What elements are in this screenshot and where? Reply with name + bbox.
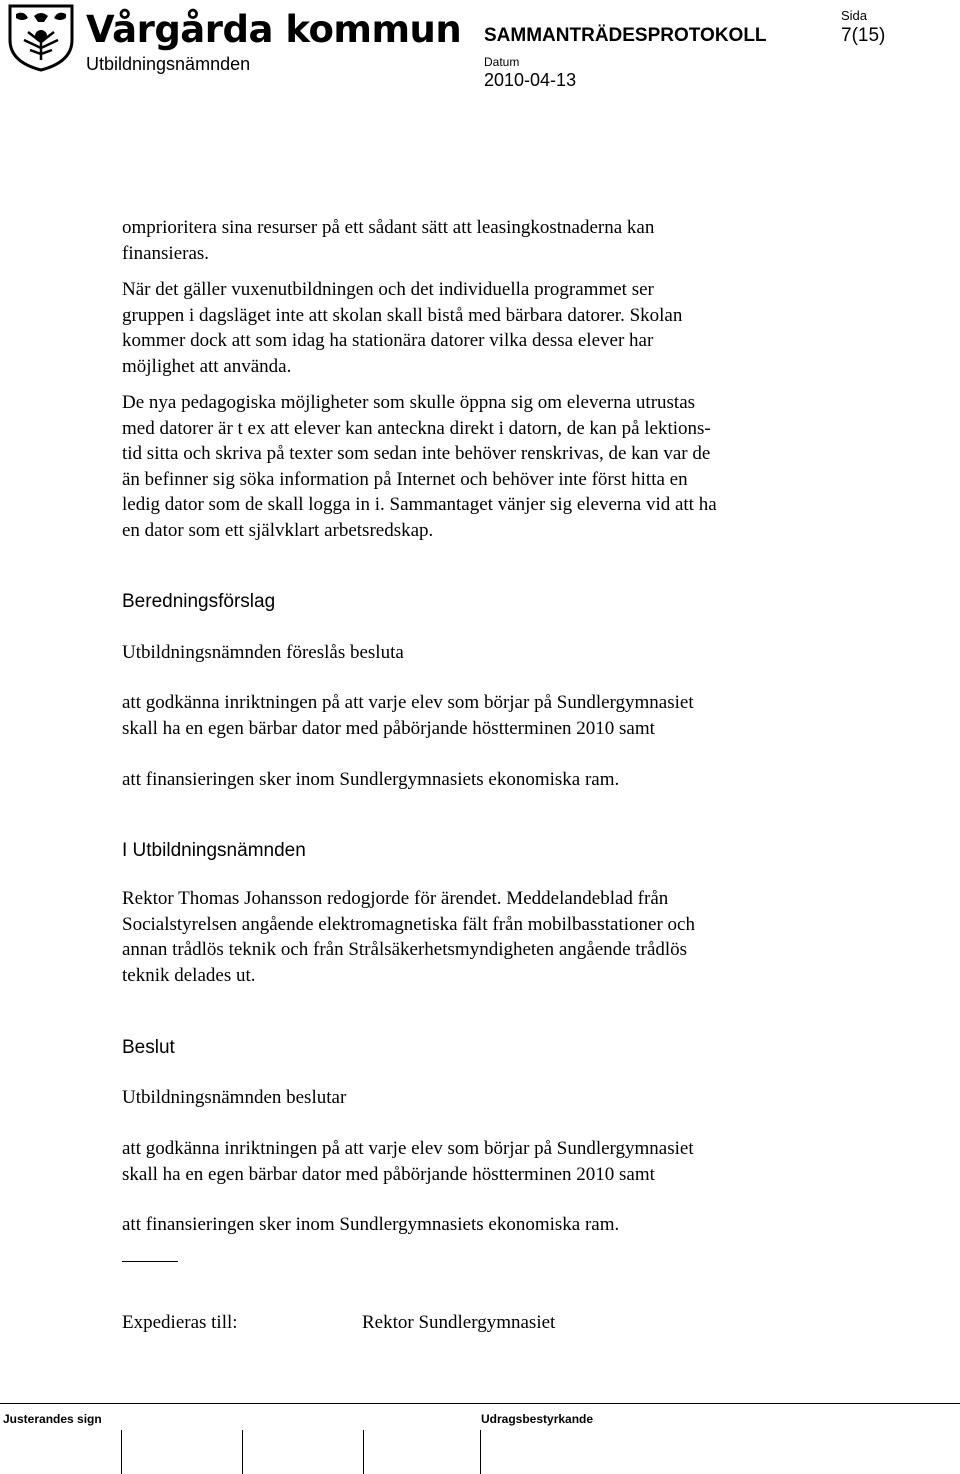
signature-box-divider <box>363 1430 364 1474</box>
decision-att-1: att godkänna inriktningen på att varje elev som börjar på Sundlergymnasiet skall ha en egen bärbar dator med påbörjande höstterminen 2010 samt <box>122 1138 694 1185</box>
municipality-logo-text: Vårgårda kommun <box>86 8 462 51</box>
divider <box>122 1261 178 1262</box>
paragraph-pedagogical-opportunities: De nya pedagogiska möjligheter som skulle öppna sig om eleverna utrustas med datorer är t ex att elever kan anteckna direkt i datorn, de kan på lektions- tid sitta och skriva på texter som sedan inte behöver renskrivas, de kan var de än befinner sig söka information på Internet och behöver inte först hitta en ledig dator som de skall logga in i. Sammantaget vänjer sig eleverna vid att ha en dator som ett självklart arbetsredskap. <box>122 392 717 541</box>
heading-proposal: Beredningsförslag <box>122 591 276 612</box>
heading-decision: Beslut <box>122 1037 175 1058</box>
signature-box-divider <box>121 1430 122 1474</box>
signature-box-divider <box>242 1430 243 1474</box>
proposal-intro: Utbildningsnämnden föreslås besluta <box>122 642 404 663</box>
dispatched-label: Expedieras till: <box>122 1312 238 1333</box>
page-number: 7(15) <box>841 25 886 46</box>
footer-extract-label: Udragsbestyrkande <box>481 1412 594 1426</box>
footer-sign-label: Justerandes sign <box>3 1412 102 1426</box>
paragraph-financing: omprioritera sina resurser på ett sådant sätt att leasingkostnaderna kan finansieras. <box>122 217 655 264</box>
decision-att-2: att finansieringen sker inom Sundlergymnasiets ekonomiska ram. <box>122 1214 620 1235</box>
proposal-att-2: att finansieringen sker inom Sundlergymnasiets ekonomiska ram. <box>122 769 620 790</box>
date-label: Datum <box>484 55 520 69</box>
committee-name: Utbildningsnämnden <box>86 54 251 74</box>
page-label: Sida <box>841 8 868 23</box>
signature-box-divider <box>480 1430 481 1474</box>
municipal-crest-icon <box>4 2 78 72</box>
document-type: SAMMANTRÄDESPROTOKOLL <box>484 25 767 46</box>
committee-discussion: Rektor Thomas Johansson redogjorde för ärendet. Meddelandeblad från Socialstyrelsen angående elektromagnetiska fält från mobilbasstationer och annan trådlös teknik och från Strålsäkerhetsmyndigheten angående trådlös teknik delades ut. <box>122 888 695 986</box>
footer-divider <box>0 1403 960 1404</box>
paragraph-adult-education: När det gäller vuxenutbildningen och det individuella programmet ser gruppen i dagsläget inte att skolan skall bistå med bärbara datorer. Skolan kommer dock att som idag ha stationära datorer vilka dessa elever har möjlighet att använda. <box>122 279 683 377</box>
heading-committee: I Utbildningsnämnden <box>122 840 306 861</box>
dispatched-recipient: Rektor Sundlergymnasiet <box>362 1312 556 1333</box>
decision-intro: Utbildningsnämnden beslutar <box>122 1087 347 1108</box>
proposal-att-1: att godkänna inriktningen på att varje elev som börjar på Sundlergymnasiet skall ha en egen bärbar dator med påbörjande höstterminen 2010 samt <box>122 692 694 739</box>
meeting-date: 2010-04-13 <box>484 70 577 90</box>
